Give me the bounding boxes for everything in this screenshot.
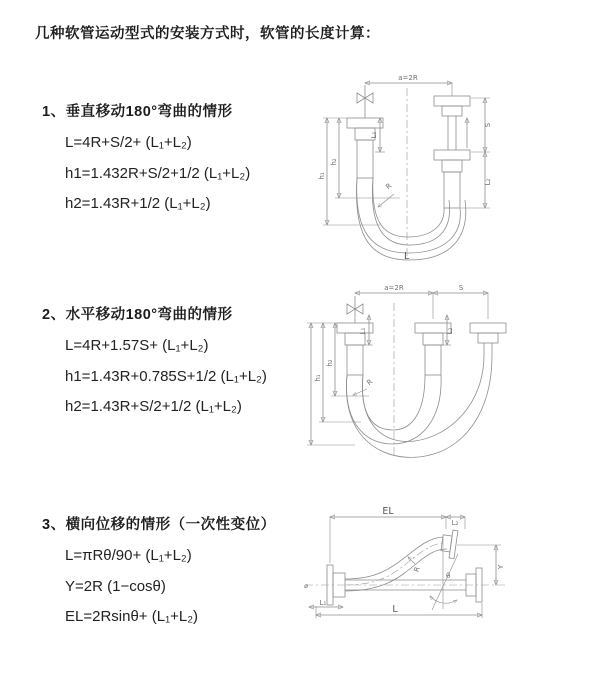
- dim-label-l1: L₁: [359, 327, 367, 335]
- dim-label-h1: h₁: [314, 374, 322, 382]
- dim-label-l1: L₁: [370, 131, 378, 139]
- page-title: 几种软管运动型式的安装方式时，软管的长度计算：: [35, 26, 380, 42]
- curved-hose: [345, 537, 447, 591]
- dim-label-l2: L₂: [451, 519, 459, 527]
- dim-l1: [309, 599, 343, 607]
- dim-h1-h2: [318, 118, 400, 225]
- section-1-formulas: [42, 128, 342, 220]
- valve-icon: [347, 296, 363, 323]
- dim-label-l: L: [392, 604, 398, 615]
- dim-label-r: R: [384, 181, 394, 192]
- dim-label-h1: h₁: [318, 172, 326, 180]
- left-pipe-fitting: [347, 118, 383, 178]
- dim-label-r: R: [412, 565, 422, 573]
- dim-h1-h2: [307, 323, 369, 445]
- dim-label-el: EL: [382, 507, 394, 517]
- valve-icon: [357, 85, 373, 118]
- section-3-formulas: [42, 541, 342, 633]
- formula-h1: h1=1.432R+S/2+1/2 (L₁+L₂): [65, 164, 251, 182]
- formula-Y: Y=2R (1−cosθ): [65, 577, 166, 595]
- dim-l1: [359, 315, 373, 345]
- formula-L: L=πRθ/90+ (L₁+L₂): [65, 547, 192, 564]
- hose-curves: [346, 355, 492, 457]
- right-pipe-fitting: [470, 323, 506, 355]
- dim-label-l2: L₂: [484, 178, 492, 186]
- dim-label-y: Y: [497, 564, 505, 570]
- hose-curves: [356, 178, 465, 260]
- section-1: [42, 100, 342, 220]
- diagram-lateral-displacement: [303, 507, 508, 642]
- radius-callout: [378, 182, 394, 207]
- right-pipe-fitting: [434, 96, 470, 208]
- section-2-formulas: [42, 331, 342, 423]
- dim-label-s: S: [484, 122, 492, 128]
- dim-s-l2: [461, 98, 492, 208]
- dim-a2r-s: [355, 284, 488, 319]
- dim-label-a2r: a=2R: [398, 74, 418, 82]
- formula-EL: EL=2Rsinθ+ (L₁+L₂): [65, 608, 199, 625]
- formula-L: L=4R+1.57S+ (L₁+L₂): [65, 337, 209, 354]
- formula-h1: h1=1.43R+0.785S+1/2 (L₁+L₂): [65, 367, 267, 385]
- dim-label-h2: h₂: [330, 158, 338, 166]
- dim-label-r: R: [365, 377, 375, 388]
- dim-label-l1: L₁: [319, 599, 327, 607]
- section-1-heading: 1、垂直移动180°弯曲的情形: [42, 104, 233, 120]
- dim-l: [316, 603, 482, 618]
- centerline-mark: ⌀: [304, 582, 309, 590]
- section-3-heading: 3、横向位移的情形（一次性变位）: [42, 517, 276, 533]
- formula-h2: h2=1.43R+1/2 (L₁+L₂): [65, 195, 211, 212]
- dim-label-l: L: [404, 251, 410, 262]
- section-2-heading: 2、水平移动180°弯曲的情形: [42, 307, 233, 323]
- dim-label-theta: θ: [446, 572, 451, 580]
- dim-label-a2r: a=2R: [384, 284, 404, 292]
- diagram-vertical-move-180-bend: [312, 72, 522, 262]
- diagram-horizontal-move-180-bend: [303, 283, 523, 463]
- section-3: [42, 513, 342, 633]
- formula-h2: h2=1.43R+S/2+1/2 (L₁+L₂): [65, 398, 242, 415]
- left-pipe-fitting: [337, 323, 373, 375]
- angle-theta: [430, 537, 458, 610]
- dim-label-h2: h₂: [326, 359, 334, 367]
- section-2: [42, 303, 342, 423]
- dim-y: [457, 545, 505, 585]
- dim-label-s: S: [458, 284, 464, 292]
- formula-L: L=4R+S/2+ (L₁+L₂): [65, 134, 192, 151]
- dim-label-l2-small: L₂: [446, 327, 454, 335]
- radius-callout: [353, 378, 374, 395]
- dim-a2r: [365, 74, 452, 96]
